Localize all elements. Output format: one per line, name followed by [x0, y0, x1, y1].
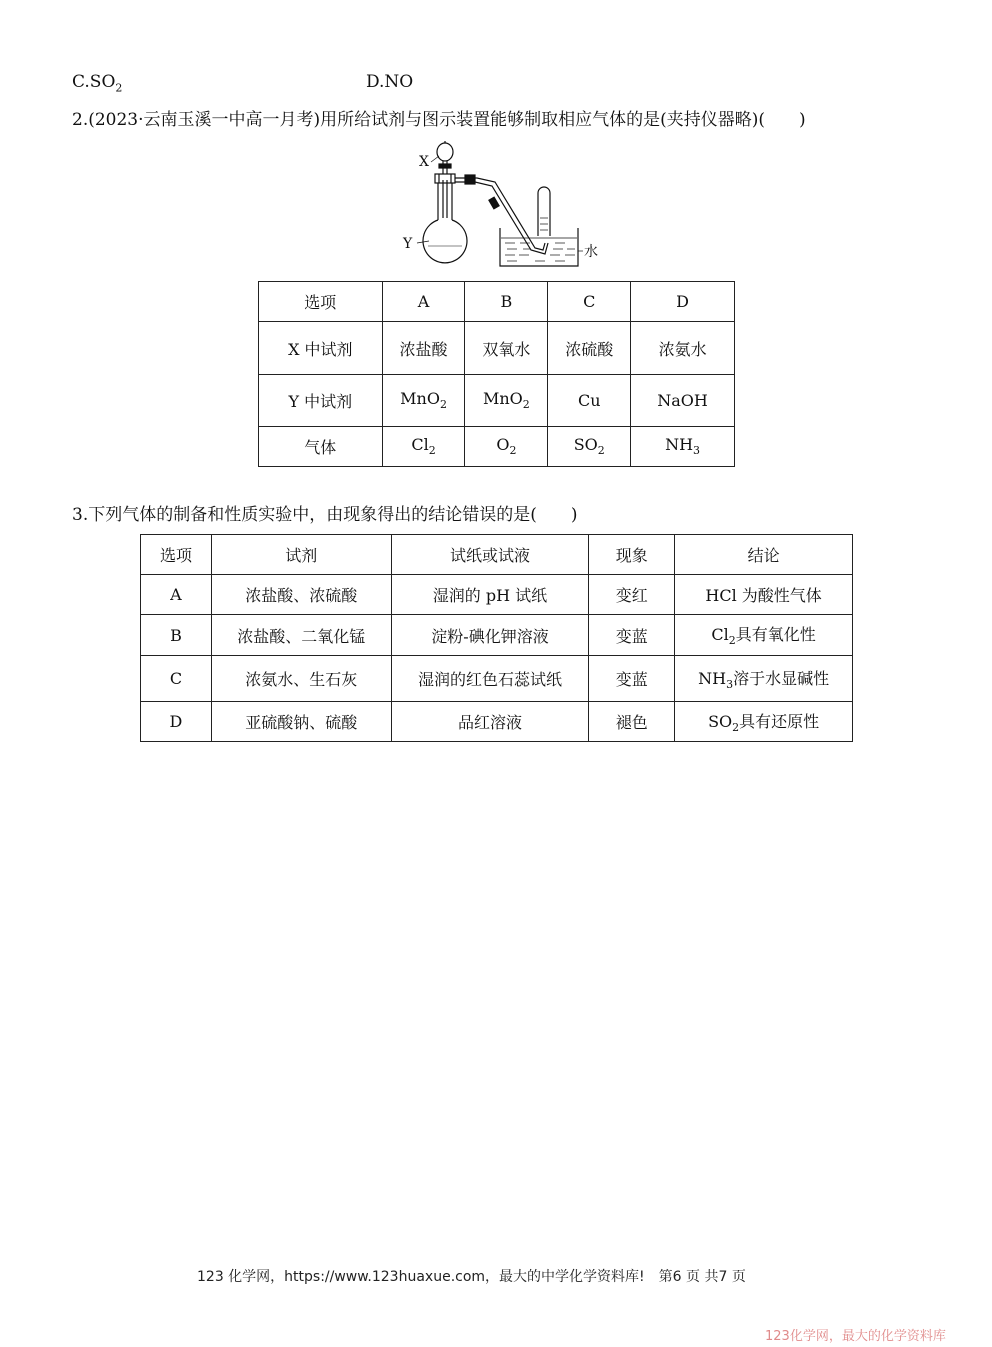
table-cell: 变红 — [589, 575, 675, 615]
table-cell: $Cl_2$具有氧化性 — [675, 615, 853, 656]
table-cell: 双氧水 — [465, 322, 548, 375]
table-cell: $SO_2$具有还原性 — [675, 702, 853, 742]
table-cell: B — [141, 615, 212, 656]
table-cell: D — [141, 702, 212, 742]
table-cell: MnO$_2$ — [382, 375, 465, 427]
table-cell: B — [465, 282, 548, 322]
table-cell: X 中试剂 — [259, 322, 383, 375]
q3-stem: 3.下列气体的制备和性质实验中，由现象得出的结论错误的是( ) — [72, 505, 578, 525]
table-cell: 亚硫酸钠、硫酸 — [211, 702, 391, 742]
table-header-row — [259, 282, 735, 322]
table-cell: Cu — [548, 375, 631, 427]
table-cell: 变蓝 — [589, 615, 675, 656]
table-cell: 试剂 — [211, 535, 391, 575]
table-row — [141, 575, 853, 615]
table-row — [259, 322, 735, 375]
q2-stem: 2.(2023·云南玉溪一中高一月考)用所给试剂与图示装置能够制取相应气体的是(夹持仪器略)( ) — [72, 110, 806, 130]
table-cell: 试纸或试液 — [391, 535, 589, 575]
table-row — [141, 702, 853, 742]
table-cell: 现象 — [589, 535, 675, 575]
table-cell: A — [141, 575, 212, 615]
table-cell: 选项 — [141, 535, 212, 575]
page-footer: 123 化学网，https://www.123huaxue.com，最大的中学化学资料库! 第6 页 共7 页 — [197, 1269, 746, 1285]
label-x: X — [419, 154, 429, 170]
table-cell: 淀粉-碘化钾溶液 — [391, 615, 589, 656]
table-cell: Y 中试剂 — [259, 375, 383, 427]
table-cell: 结论 — [675, 535, 853, 575]
table-cell: HCl 为酸性气体 — [675, 575, 853, 615]
table-cell: C — [548, 282, 631, 322]
table-cell: 品红溶液 — [391, 702, 589, 742]
table-row — [141, 656, 853, 702]
table-cell: $NH_3$溶于水显碱性 — [675, 656, 853, 702]
table-cell: 选项 — [259, 282, 383, 322]
table-cell: 浓盐酸、浓硫酸 — [211, 575, 391, 615]
funnel-bulb — [437, 143, 453, 161]
table-row — [141, 615, 853, 656]
table-cell: 气体 — [259, 427, 383, 467]
table-cell: A — [382, 282, 465, 322]
table-row — [259, 375, 735, 427]
apparatus-figure — [395, 138, 600, 272]
round-bottom-flask — [423, 220, 467, 263]
water-trough — [500, 228, 578, 266]
table-cell: 褪色 — [589, 702, 675, 742]
table-cell: 湿润的 pH 试纸 — [391, 575, 589, 615]
gas-collection-tube — [538, 187, 550, 236]
label-water: 水 — [584, 244, 598, 260]
stopper — [435, 174, 455, 183]
table-cell: C — [141, 656, 212, 702]
table-cell: 湿润的红色石蕊试纸 — [391, 656, 589, 702]
table-cell: 变蓝 — [589, 656, 675, 702]
table-cell: 浓氨水、生石灰 — [211, 656, 391, 702]
table-cell: $NH_3$ — [631, 427, 735, 467]
table-cell: $SO_2$ — [548, 427, 631, 467]
table-cell: D — [631, 282, 735, 322]
table-cell: NaOH — [631, 375, 735, 427]
option-d: D.NO — [366, 72, 414, 92]
table-cell: 浓氨水 — [631, 322, 735, 375]
table-cell: MnO$_2$ — [465, 375, 548, 427]
table-cell: 浓盐酸 — [382, 322, 465, 375]
watermark: 123化学网，最大的化学资料库 — [765, 1329, 946, 1344]
label-y: Y — [403, 236, 413, 252]
table-cell: 浓硫酸 — [548, 322, 631, 375]
table-row — [259, 427, 735, 467]
option-c: $C.SO_2$ — [72, 72, 123, 95]
table-header-row — [141, 535, 853, 575]
table-cell: 浓盐酸、二氧化锰 — [211, 615, 391, 656]
table-cell: $O_2$ — [465, 427, 548, 467]
q3-table — [140, 534, 853, 742]
q2-table — [258, 281, 735, 467]
table-cell: $Cl_2$ — [382, 427, 465, 467]
